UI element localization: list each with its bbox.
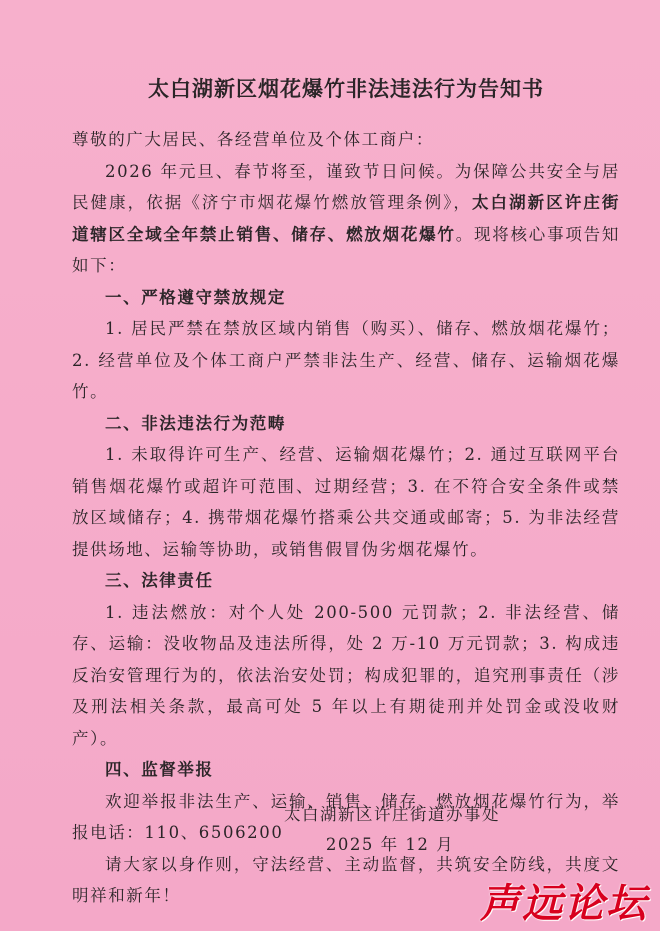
notice-content [72, 60, 620, 912]
signature-organization: 太白湖新区许庄街道办事处 [284, 805, 500, 824]
section-2-body: 1. 未取得许可生产、经营、运输烟花爆竹；2. 通过互联网平台销售烟花爆竹或超许可范围、过期经营；3. 在不符合安全条件或禁放区域储存；4. 携带烟花爆竹搭乘公共交通或邮寄；5. 为非法经营提供场地、运输等协助，或销售假冒伪劣烟花爆竹。 [72, 445, 620, 559]
forum-watermark-logo: 声远论坛 [480, 881, 648, 927]
section-3-heading: 三、法律责任 [105, 571, 214, 590]
salutation: 尊敬的广大居民、各经营单位及个体工商户： [72, 130, 434, 149]
intro-text-2: 。现将核心事项告知如下： [72, 224, 620, 275]
section-1-body: 1. 居民严禁在禁放区域内销售（购买）、储存、燃放烟花爆竹；2. 经营单位及个体工商户严禁非法生产、经营、储存、运输烟花爆竹。 [72, 319, 620, 401]
intro-paragraph [72, 156, 620, 282]
section-3-body: 1. 违法燃放：对个人处 200-500 元罚款；2. 非法经营、储存、运输：没收物品及违法所得，处 2 万-10 万元罚款；3. 构成违反治安管理行为的，依法治安处罚；构成犯罪的，追究刑事责任（涉及刑法相关条款，最高可处 5 年以上有期徒刑并处罚金或没收财产）。 [72, 602, 620, 748]
section-1-heading: 一、严格遵守禁放规定 [105, 287, 286, 307]
section-2-heading: 二、非法违法行为范畴 [105, 413, 286, 433]
notice-title: 太白湖新区烟花爆竹非法违法行为告知书 [148, 76, 544, 101]
closing-paragraph: 请大家以身作则，守法经营、主动监督，共筑安全防线，共度文明祥和新年！ [72, 854, 620, 905]
section-4-body: 欢迎举报非法生产、运输、销售、储存、燃放烟花爆竹行为，举报电话：110、6506200 [72, 791, 620, 842]
intro-text-1: 2026 年元旦、春节将至，谨致节日问候。为保障公共安全与居民健康，依据《济宁市烟花爆竹燃放管理条例》， [72, 161, 620, 212]
signature-date: 2025 年 12 月 [325, 835, 455, 854]
intro-bold-text: 太白湖新区许庄街道辖区全域全年禁止销售、储存、燃放烟花爆竹 [72, 193, 620, 244]
section-4-heading: 四、监督举报 [105, 760, 214, 779]
